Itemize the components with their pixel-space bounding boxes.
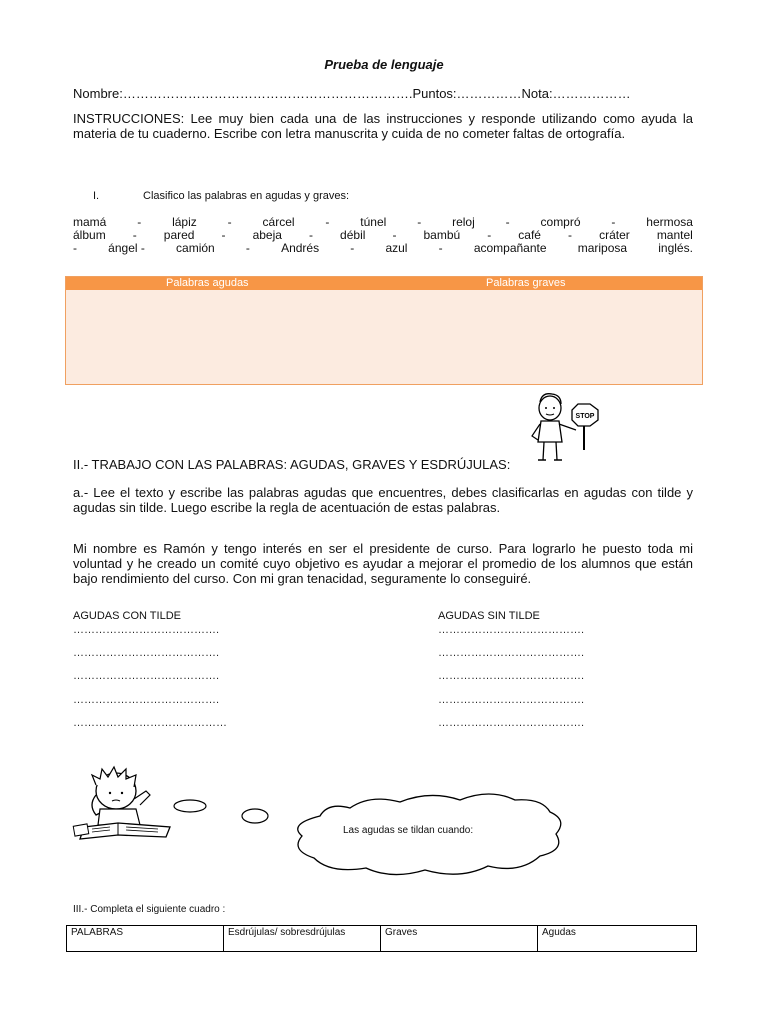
word-item: - [132, 228, 137, 242]
answer-line[interactable]: …………………………………. [438, 624, 585, 636]
cloud-text: Las agudas se tildan cuando: [343, 825, 474, 836]
word-item: - [309, 228, 313, 242]
word-item: abeja [252, 228, 282, 242]
word-item: - [245, 241, 250, 255]
word-item: - [568, 228, 573, 242]
word-item: - [417, 215, 422, 229]
word-item: - [392, 228, 397, 242]
word-item: mantel [656, 228, 693, 242]
word-item: ángel - [108, 241, 145, 255]
word-item: - [350, 241, 355, 255]
answer-line[interactable]: …………………………………. [73, 670, 220, 682]
word-item: cráter [599, 228, 630, 242]
word-item: azul [385, 241, 408, 255]
word-item: - [487, 228, 492, 242]
stop-sign-text: STOP [575, 413, 595, 420]
word-item: - [325, 215, 330, 229]
answer-line[interactable]: …………………………………… [73, 717, 227, 729]
header-graves: Palabras graves [486, 277, 566, 289]
section1-heading [93, 190, 349, 202]
boy-with-stop-sign-icon [528, 390, 608, 465]
word-table [66, 925, 697, 952]
answer-line[interactable]: …………………………………. [438, 647, 585, 659]
word-item: - [137, 215, 142, 229]
word-item: túnel [360, 215, 387, 229]
answer-line[interactable]: …………………………………. [438, 670, 585, 682]
word-item: - [611, 215, 616, 229]
classification-table-header [66, 277, 702, 290]
table-header-graves: Graves [381, 926, 538, 952]
word-row-3 [73, 242, 693, 254]
word-item: reloj [452, 215, 475, 229]
word-item: - [73, 241, 77, 255]
table-row [67, 926, 697, 952]
word-item: - [438, 241, 443, 255]
section2-instruction: a.- Lee el texto y escribe las palabras agudas que encuentres, debes clasificarlas en agudas con tilde y agudas sin tilde. Luego escribe la regla de acentuación de estas palabras. [73, 485, 693, 515]
page-title: Prueba de lenguaje [324, 57, 444, 72]
word-item: - [505, 215, 510, 229]
word-item: álbum [73, 228, 106, 242]
word-item: camión [176, 241, 215, 255]
word-item: Andrés [281, 241, 320, 255]
word-row-1 [73, 216, 693, 228]
word-item: mamá [73, 215, 107, 229]
table-header-agudas: Agudas [538, 926, 697, 952]
word-item: hermosa [646, 215, 693, 229]
word-item: - [227, 215, 232, 229]
word-item: bambú [423, 228, 461, 242]
section1-number: I. [93, 190, 100, 202]
answer-line[interactable]: …………………………………. [438, 717, 585, 729]
classification-table [65, 276, 703, 385]
word-item: débil [340, 228, 366, 242]
word-item: acompañante [473, 241, 547, 255]
answer-line[interactable]: …………………………………. [73, 647, 220, 659]
word-item: inglés. [658, 241, 693, 255]
word-item: compró [540, 215, 581, 229]
reading-text: Mi nombre es Ramón y tengo interés en ser el presidente de curso. Para lograrlo he puesto toda mi voluntad y he creado un comité cuyo objetivo es ayudar a mejorar el promedio de los alumnos que están bajo rendimiento del curso. Con mi gran tenacidad, seguramente lo conseguiré. [73, 541, 693, 586]
agudas-con-tilde-heading: AGUDAS CON TILDE [73, 610, 181, 622]
header-agudas: Palabras agudas [166, 277, 249, 289]
name-score-line: Nombre:………………………………………………………….Puntos:……………Nota:……………… [73, 86, 631, 101]
word-row-2 [73, 229, 693, 241]
table-header-esdrujulas: Esdrújulas/ sobresdrújulas [224, 926, 381, 952]
word-item: lápiz [172, 215, 197, 229]
answer-line[interactable]: …………………………………. [438, 694, 585, 706]
table-header-palabras: PALABRAS [67, 926, 224, 952]
word-item: pared [163, 228, 195, 242]
section2-heading: II.- TRABAJO CON LAS PALABRAS: AGUDAS, GRAVES Y ESDRÚJULAS: [73, 457, 511, 472]
answer-line[interactable]: …………………………………. [73, 694, 220, 706]
word-item: mariposa [577, 241, 628, 255]
answer-line[interactable]: …………………………………. [73, 624, 220, 636]
thinking-boy-icon [70, 765, 180, 845]
section1-heading-text: Clasifico las palabras en agudas y graves: [143, 190, 350, 202]
word-item: - [221, 228, 226, 242]
section3-heading: III.- Completa el siguiente cuadro : [73, 904, 226, 915]
word-item: cárcel [262, 215, 295, 229]
word-item: café [518, 228, 541, 242]
instructions: INSTRUCCIONES: Lee muy bien cada una de las instrucciones y responde utilizando como ayuda la materia de tu cuaderno. Escribe con letra manuscrita y cuida de no cometer faltas de ortografía. [73, 111, 693, 141]
agudas-sin-tilde-heading: AGUDAS SIN TILDE [438, 610, 540, 622]
